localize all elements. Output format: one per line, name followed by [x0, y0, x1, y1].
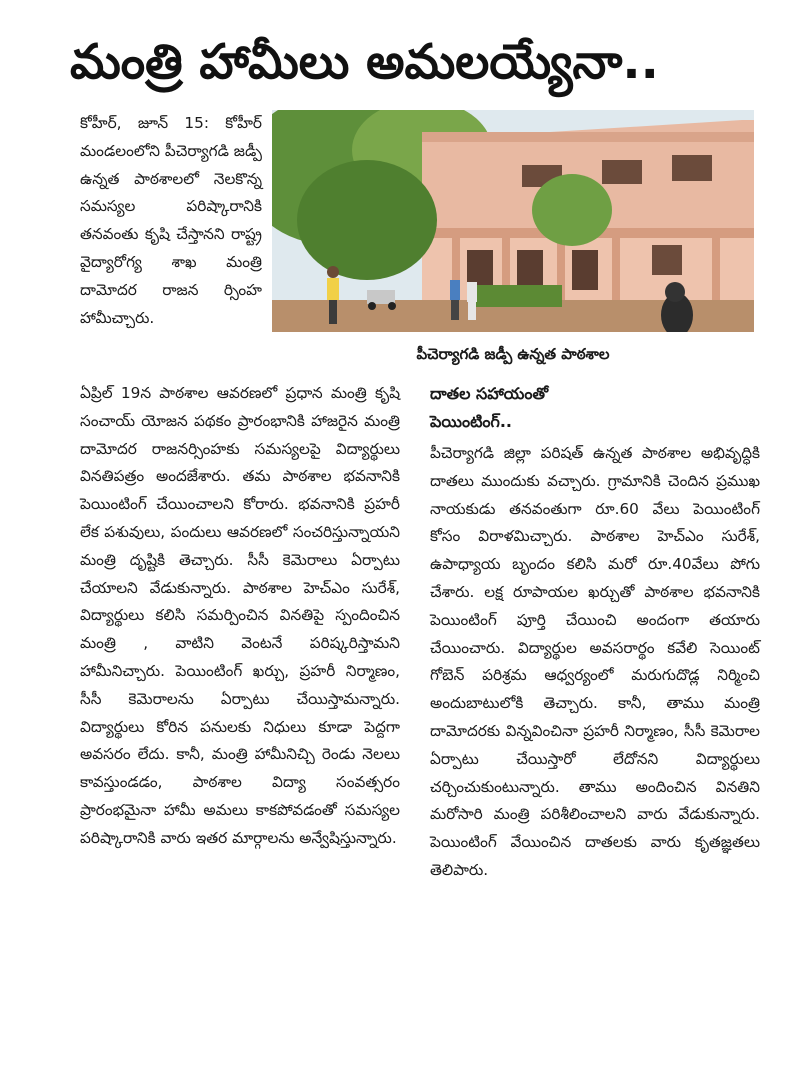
- right-subheading-line2: పెయింటింగ్..: [430, 412, 513, 431]
- headline: మంత్రి హామీలు అమలయ్యేనా..: [70, 34, 659, 90]
- right-subheading: [430, 380, 760, 436]
- intro-column: [80, 110, 262, 332]
- right-subheading-line1: దాతల సహాయంతో: [430, 384, 549, 403]
- right-column: [430, 380, 760, 885]
- right-column-paragraph: పీచెర్యాగడి జిల్లా పరిషత్ ఉన్నత పాఠశాల అభివృద్ధికి దాతలు ముందుకు వచ్చారు. గ్రామానికి చెందిన ప్రముఖ నాయకుడు తనవంతుగా రూ.60 వేలు పెయింటింగ్ కోసం విరాళమిచ్చారు. పాఠశాల హెచ్ఎం సురేశ్, ఉపాధ్యాయ బృందం కలిసి మరో రూ.40వేలు పోగు చేశారు. లక్ష రూపాయల ఖర్చుతో పాఠశాల భవనానికి పెయింటింగ్ పూర్తి చేయించి అందంగా తయారు చేయించారు. విద్యార్థుల అవసరార్థం కవేలి సెయింట్ గోబెన్ పరిశ్రమ ఆధ్వర్యంలో మరుగుదొడ్ల నిర్మించి అందుబాటులోకి తెచ్చారు. కానీ, తాము మంత్రి దామోదరకు విన్నవించినా ప్రహరీ నిర్మాణం, సీసీ కెమెరాల ఏర్పాటు చేయిస్తారో లేదోనని విద్యార్థులు చర్చించుకుంటున్నారు. తాము అందించిన వినతిని మరోసారి మంత్రి పరిశీలించాలని వారు వేడుకున్నారు. పెయింటింగ్ వేయించిన దాతలకు వారు కృతజ్ఞతలు తెలిపారు.: [430, 444, 760, 879]
- school-photo: [272, 110, 754, 332]
- left-column-paragraph: ఏప్రిల్ 19న పాఠశాల ఆవరణలో ప్రధాన మంత్రి కృషి సంచాయ్ యోజన పథకం ప్రారంభానికి హాజరైన మంత్రి దామోదర రాజనర్సింహకు సమస్యలపై విద్యార్థులు వినతిపత్రం అందజేశారు. తమ పాఠశాల భవనానికి పెయింటింగ్ చేయించాలని కోరారు. భవనానికి ప్రహరీ లేక పశువులు, పందులు ఆవరణలో సంచరిస్తున్నాయని మంత్రి దృష్టికి తెచ్చారు. సీసీ కెమెరాలు ఏర్పాటు చేయాలని వేడుకున్నారు. పాఠశాల హెచ్ఎం సురేశ్, విద్యార్థులు కలిసి సమర్పించిన వినతిపై స్పందించిన మంత్రి , వాటిని వెంటనే పరిష్కరిస్తామని హామీనిచ్చారు. పెయింటింగ్ ఖర్చు, ప్రహరీ నిర్మాణం, సీసీ కెమెరాలను ఏర్పాటు చేయిస్తామన్నారు. విద్యార్థులు కోరిన పనులకు నిధులు కూడా పెద్దగా అవసరం లేదు. కానీ, మంత్రి హామీనిచ్చి రెండు నెలలు కావస్తుండడం, పాఠశాల విద్యా సంవత్సరం ప్రారంభమైనా హామీ అమలు కాకపోవడంతో సమస్యల పరిష్కారానికి వారు ఇతర మార్గాలను అన్వేషిస్తున్నారు.: [80, 384, 400, 847]
- photo-caption: పీచెర్యాగడి జడ్పీ ఉన్నత పాఠశాల: [416, 345, 610, 363]
- intro-paragraph: కోహీర్, జూన్ 15: కోహీర్ మండలంలోని పీచెర్యాగడి జడ్పీ ఉన్నత పాఠశాలలో నెలకొన్న సమస్యల పరిష్కారానికి తనవంతు కృషి చేస్తానని రాష్ట్ర వైద్యారోగ్య శాఖ మంత్రి దామోదర రాజన ర్సింహ హామీచ్చారు.: [80, 114, 262, 327]
- left-column: [80, 380, 400, 853]
